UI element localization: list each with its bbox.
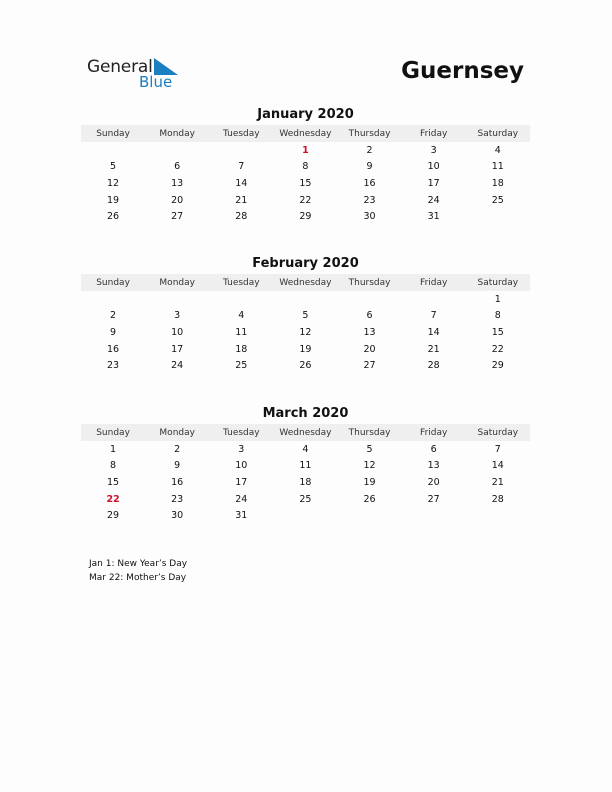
day-cell: 30 [363,211,376,223]
weekday-label: Thursday [348,277,391,288]
day-cell: 13 [171,177,184,189]
day-cell: 11 [235,326,248,338]
weekday-label: Wednesday [279,277,332,288]
day-cell: 19 [299,343,312,355]
week-row [81,474,530,491]
weekday-label: Monday [159,128,195,139]
day-cell: 9 [174,460,181,472]
day-cell: 20 [171,194,184,206]
day-cell: 20 [363,343,376,355]
weekday-label: Sunday [96,427,130,438]
day-cell: 3 [238,443,245,455]
weekday-header [81,274,530,291]
day-cell: 9 [110,326,117,338]
day-cell: 23 [171,493,184,505]
week-row [81,308,530,325]
day-cell: 25 [235,360,248,372]
day-cell: 16 [171,476,184,488]
weekday-label: Tuesday [223,128,260,139]
week-row [81,324,530,341]
day-cell: 2 [110,310,117,322]
day-cell: 10 [427,161,440,173]
day-cell: 7 [430,310,437,322]
day-cell: 10 [235,460,248,472]
day-cell: 19 [107,194,120,206]
week-row [81,175,530,192]
weekday-label: Friday [420,427,448,438]
day-cell: 5 [366,443,373,455]
month-february [81,256,530,374]
holiday-day-cell: 1 [302,144,309,156]
weekday-label: Monday [159,427,195,438]
day-cell: 13 [427,460,440,472]
weekday-label: Friday [420,277,448,288]
weekday-label: Thursday [348,128,391,139]
day-cell: 27 [363,360,376,372]
weekday-label: Monday [159,277,195,288]
day-cell: 12 [363,460,376,472]
week-row [81,491,530,508]
month-january [81,107,530,225]
day-cell: 15 [107,476,120,488]
day-cell: 8 [302,161,309,173]
weekday-label: Tuesday [223,277,260,288]
day-cell: 8 [110,460,117,472]
day-cell: 22 [299,194,312,206]
day-cell: 12 [107,177,120,189]
day-cell: 24 [427,194,440,206]
day-cell: 18 [235,343,248,355]
day-cell: 26 [107,211,120,223]
week-row [81,291,530,308]
week-row [81,441,530,458]
day-cell: 7 [494,443,501,455]
day-cell: 4 [238,310,245,322]
weekday-label: Saturday [477,427,519,438]
day-cell: 4 [494,144,501,156]
weekday-label: Sunday [96,128,130,139]
week-row [81,142,530,159]
week-row [81,192,530,209]
month-march [81,406,530,524]
day-cell: 12 [299,326,312,338]
month-title: January 2020 [257,107,354,122]
day-cell: 14 [427,326,440,338]
day-cell: 2 [366,144,373,156]
day-cell: 6 [174,161,181,173]
day-cell: 10 [171,326,184,338]
day-cell: 24 [171,360,184,372]
day-cell: 21 [235,194,248,206]
day-cell: 29 [491,360,504,372]
week-row [81,159,530,176]
day-cell: 4 [302,443,309,455]
week-row [81,357,530,374]
week-row [81,341,530,358]
day-cell: 15 [299,177,312,189]
day-cell: 15 [491,326,504,338]
day-cell: 11 [491,161,504,173]
weekday-label: Sunday [96,277,130,288]
weekday-label: Saturday [477,128,519,139]
day-cell: 3 [430,144,437,156]
day-cell: 17 [235,476,248,488]
day-cell: 31 [235,510,248,522]
weekday-label: Thursday [348,427,391,438]
day-cell: 27 [171,211,184,223]
day-cell: 13 [363,326,376,338]
day-cell: 5 [110,161,117,173]
day-cell: 1 [110,443,117,455]
day-cell: 26 [363,493,376,505]
day-cell: 11 [299,460,312,472]
day-cell: 2 [174,443,181,455]
day-cell: 6 [430,443,437,455]
logo-word-blue: Blue [139,73,173,91]
day-cell: 1 [494,293,501,305]
day-cell: 20 [427,476,440,488]
day-cell: 17 [427,177,440,189]
day-cell: 28 [491,493,504,505]
holiday-note: Mar 22: Mother’s Day [89,573,187,583]
holiday-note: Jan 1: New Year’s Day [89,559,188,569]
logo-word-general: General [87,57,153,77]
weekday-label: Friday [420,128,448,139]
day-cell: 14 [491,460,504,472]
country-title: Guernsey [401,58,524,84]
day-cell: 23 [363,194,376,206]
day-cell: 27 [427,493,440,505]
week-row [81,208,530,225]
month-title: March 2020 [262,406,349,421]
day-cell: 8 [494,310,501,322]
day-cell: 18 [491,177,504,189]
month-title: February 2020 [252,256,359,271]
day-cell: 29 [107,510,120,522]
day-cell: 21 [491,476,504,488]
day-cell: 17 [171,343,184,355]
day-cell: 21 [427,343,440,355]
day-cell: 9 [366,161,373,173]
day-cell: 5 [302,310,309,322]
day-cell: 3 [174,310,181,322]
day-cell: 31 [427,211,440,223]
weekday-label: Saturday [477,277,519,288]
day-cell: 22 [491,343,504,355]
day-cell: 23 [107,360,120,372]
day-cell: 18 [299,476,312,488]
weekday-label: Tuesday [223,427,260,438]
day-cell: 24 [235,493,248,505]
weekday-header [81,424,530,441]
day-cell: 25 [491,194,504,206]
week-row [81,458,530,475]
day-cell: 28 [427,360,440,372]
day-cell: 25 [299,493,312,505]
weekday-label: Wednesday [279,427,332,438]
day-cell: 19 [363,476,376,488]
holiday-notes [89,557,187,585]
day-cell: 6 [366,310,373,322]
day-cell: 7 [238,161,245,173]
day-cell: 16 [107,343,120,355]
day-cell: 30 [171,510,184,522]
day-cell: 16 [363,177,376,189]
weekday-label: Wednesday [279,128,332,139]
day-cell: 14 [235,177,248,189]
day-cell: 29 [299,211,312,223]
holiday-day-cell: 22 [106,493,120,505]
weekday-header [81,125,530,142]
week-row [81,507,530,524]
day-cell: 26 [299,360,312,372]
day-cell: 28 [235,211,248,223]
generalblue-logo [87,57,187,93]
